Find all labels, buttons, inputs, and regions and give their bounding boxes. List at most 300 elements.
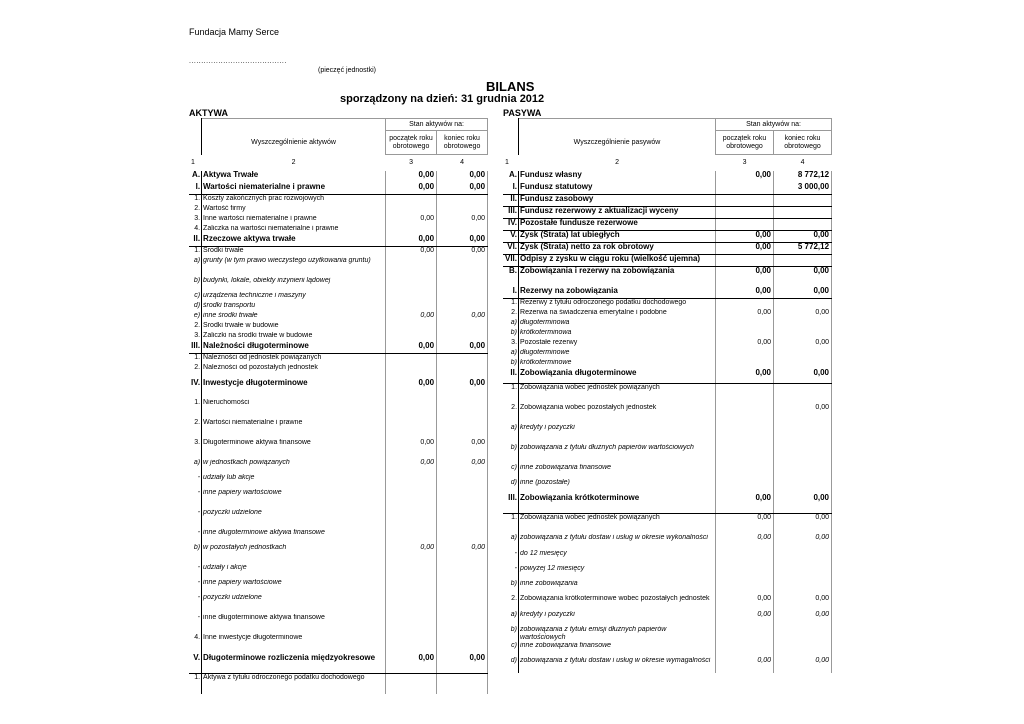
table-row [503,171,832,183]
row-end-value [437,529,488,544]
row-end-value [437,292,488,302]
row-end-value [774,255,832,267]
row-end-value: 3 000,00 [774,183,832,195]
table-row [189,277,488,292]
row-lp: II. [503,369,519,384]
table-row [503,319,832,329]
table-row [189,594,488,614]
row-lp: d) [189,302,202,312]
row-start-value: 0,00 [386,235,437,247]
row-lp: V. [189,654,202,674]
row-start-value: 0,00 [386,183,437,195]
row-label: Zaliczki na środki trwałe w budowie [203,331,313,339]
table-row [189,354,488,364]
row-end-value [437,674,488,694]
row-start-value [716,195,774,207]
row-label: Środki trwałe [203,247,244,254]
row-lp: a) [503,349,519,359]
row-lp: - [189,594,202,614]
row-lp: 4. [189,634,202,654]
row-end-value [774,444,832,464]
row-end-value [437,277,488,292]
aktywa-end-header: koniec roku obrotowego [437,131,488,155]
col-num: 3 [409,158,413,166]
row-label: Fundusz rezerwowy z aktualizacji wyceny [519,207,716,219]
row-start-value [716,444,774,464]
row-end-value [774,479,832,494]
row-label: Inne wartości niematerialne i prawne [203,214,317,222]
row-end-value: 0,00 [774,657,832,673]
row-lp: 2. [189,364,202,379]
document-title: BILANS [486,79,535,94]
row-lp: c) [503,464,519,479]
row-lp: c) [189,292,202,302]
table-row [189,322,488,332]
row-start-value [716,319,774,329]
row-end-value [437,332,488,342]
row-start-value: 0,00 [716,243,774,255]
col-num: 2 [291,158,296,166]
row-lp: 2. [189,419,202,439]
stamp-caption: (pieczęć jednostki) [318,67,376,74]
row-start-value: 0,00 [386,247,437,257]
row-label: środki transportu [203,301,256,309]
row-label: Nieruchomości [203,398,250,406]
row-label: Zobowiązania długoterminowe [519,369,716,384]
row-label: Aktywa z tytułu odroczonego podatku dochodowego [203,674,365,681]
row-start-value: 0,00 [386,379,437,399]
table-row [503,534,832,550]
row-start-value [716,550,774,565]
row-start-value: 0,00 [716,514,774,534]
row-end-value [774,565,832,580]
row-lp: IV. [189,379,202,399]
row-start-value: 0,00 [386,544,437,564]
row-end-value: 0,00 [774,287,832,299]
table-row [503,339,832,349]
table-row [189,379,488,399]
row-end-value [437,489,488,509]
table-row [503,384,832,404]
row-label: grunty (w tym prawo wieczystego użytkowania gruntu) [203,256,371,264]
row-end-value: 0,00 [437,235,488,247]
row-label: inne papiery wartościowe [203,578,282,586]
table-row [189,225,488,235]
row-label: Zobowiązania wobec jednostek powiązanych [520,384,660,391]
row-start-value [716,183,774,195]
row-start-value [716,299,774,309]
table-row [503,359,832,369]
table-row [503,580,832,595]
col-num: 1 [191,158,195,166]
row-end-value [774,349,832,359]
row-end-value: 0,00 [774,611,832,626]
row-lp: III. [189,342,202,354]
row-lp: 2. [189,205,202,215]
row-end-value: 0,00 [437,544,488,564]
row-start-value [386,399,437,419]
row-label: kredyty i pożyczki [520,423,575,431]
row-start-value: 0,00 [716,171,774,183]
row-label: długoterminowa [520,318,570,326]
row-end-value: 0,00 [437,459,488,474]
row-lp: VI. [503,243,519,255]
row-end-value [437,509,488,529]
row-end-value [437,195,488,205]
table-row [503,349,832,359]
row-end-value: 0,00 [774,514,832,534]
row-end-value: 5 772,12 [774,243,832,255]
row-end-value [774,319,832,329]
row-lp: 1. [189,674,202,694]
table-row [503,231,832,243]
row-end-value: 0,00 [437,379,488,399]
col-num: 2 [615,158,619,166]
table-row [189,654,488,674]
aktywa-start-header: początek roku obrotowego [386,131,437,155]
row-start-value [386,225,437,235]
row-end-value: 0,00 [437,183,488,195]
table-row [189,205,488,215]
row-end-value: 0,00 [774,494,832,514]
row-label: krótkoterminowa [520,328,572,336]
row-end-value [774,642,832,657]
row-start-value [716,642,774,657]
row-lp: 4. [189,225,202,235]
table-row [503,219,832,231]
table-row [503,329,832,339]
row-lp: - [503,565,519,580]
table-row [189,302,488,312]
row-label: Zobowiązania krótkoterminowe [519,494,716,514]
table-row [189,544,488,564]
row-lp: A. [189,171,202,183]
row-end-value: 0,00 [774,231,832,243]
row-label: zobowiązania z tytułu dostaw i usług w okresie wykonalności [520,533,708,541]
table-row [503,565,832,580]
row-end-value [437,354,488,364]
row-lp: II. [189,235,202,247]
table-row [503,255,832,267]
table-row [503,611,832,626]
pasywa-desc-header: Wyszczególnienie pasywów [573,138,661,146]
row-end-value: 0,00 [437,654,488,674]
table-row [503,595,832,611]
table-row [503,626,832,642]
row-lp: I. [503,183,519,195]
row-label: powyżej 12 miesięcy [520,564,585,572]
row-label: inne (pozostałe) [520,478,570,486]
row-lp: 2. [189,322,202,332]
col-num: 1 [505,158,509,166]
table-row [189,292,488,302]
row-lp: b) [503,329,519,339]
document-subtitle: sporządzony na dzień: 31 grudnia 2012 [340,93,545,105]
pasywa-table [503,118,832,673]
row-lp: 3. [189,332,202,342]
row-lp: I. [189,183,202,195]
row-start-value [386,674,437,694]
row-lp: b) [503,359,519,369]
row-start-value [386,509,437,529]
table-row [189,634,488,654]
row-start-value: 0,00 [386,459,437,474]
row-lp: d) [503,479,519,494]
table-row [189,171,488,183]
row-label: inne zobowiązania finansowe [520,641,612,649]
row-lp: b) [189,277,202,292]
table-row [189,564,488,579]
row-start-value [386,634,437,654]
row-lp: A. [503,171,519,183]
row-start-value [386,277,437,292]
table-row [503,424,832,444]
row-start-value: 0,00 [716,339,774,349]
row-lp: B. [503,267,519,287]
row-start-value: 0,00 [716,494,774,514]
row-start-value: 0,00 [716,369,774,384]
table-row [189,215,488,225]
table-row [503,550,832,565]
row-end-value [774,329,832,339]
table-row [189,364,488,379]
table-row [503,299,832,309]
row-label: Koszty zakończnych prac rozwojowych [203,195,325,202]
row-label: Należności od jednostek powiązanych [203,354,322,361]
row-lp: 1. [503,514,519,534]
row-lp: a) [503,611,519,626]
row-lp: III. [503,494,519,514]
row-lp: V. [503,231,519,243]
row-label: Zobowiązania krótkoterminowe wobec pozostałych jednostek [520,594,710,602]
table-row [189,489,488,509]
table-row [189,399,488,419]
row-label: Zobowiązania i rezerwy na zobowiązania [520,266,675,275]
row-start-value [386,195,437,205]
row-start-value [386,564,437,579]
table-row [503,183,832,195]
row-start-value [716,404,774,424]
row-lp: 1. [503,299,519,309]
row-start-value: 0,00 [716,231,774,243]
row-label: zobowiązania z tytułu dostaw i usług w okresie wymagalności [520,656,711,664]
row-start-value [386,364,437,379]
row-label: Pozostałe fundusze rezerwowe [519,219,716,231]
row-label: Długoterminowe rozliczenia międzyokresowe [202,654,386,674]
table-row [503,287,832,299]
row-lp: 1. [189,195,202,205]
table-row [189,183,488,195]
row-lp: VII. [503,255,519,267]
aktywa-stan-header: Stan aktywów na: [386,119,488,131]
col-num: 4 [800,158,805,166]
table-row [503,464,832,479]
row-start-value [386,302,437,312]
row-lp: III. [503,207,519,219]
row-start-value: 0,00 [386,654,437,674]
table-row [189,257,488,277]
row-end-value [437,474,488,489]
table-row [503,494,832,514]
table-row [503,657,832,673]
table-row [503,309,832,319]
table-row [503,444,832,464]
row-end-value [437,257,488,277]
row-label: zobowiązania z tytułu dłużnych papierów wartościowych [520,443,694,451]
row-start-value [716,626,774,642]
row-start-value [716,565,774,580]
stamp-placeholder-line: ........................................ [189,58,287,65]
row-label: Zysk (Strata) netto za rok obrotowy [519,243,716,255]
row-end-value: 0,00 [774,534,832,550]
row-label: Rezerwa na świadczenia emerytalne i podobne [520,308,667,316]
row-label: udziały lub akcje [203,473,255,481]
table-row [189,439,488,459]
row-lp: b) [503,580,519,595]
row-end-value [774,626,832,642]
row-start-value [386,205,437,215]
row-label: Rezerwy na zobowiązania [519,287,716,299]
row-start-value [716,479,774,494]
row-end-value: 0,00 [774,309,832,319]
table-row [503,642,832,657]
row-lp: 3. [503,339,519,349]
row-label: pożyczki udzielone [203,508,262,516]
row-lp: - [189,579,202,594]
table-row [189,459,488,474]
row-end-value: 0,00 [437,342,488,354]
row-start-value: 0,00 [386,171,437,183]
row-start-value [716,219,774,231]
row-end-value: 0,00 [774,404,832,424]
row-start-value [716,424,774,444]
row-lp: - [503,550,519,565]
row-lp: b) [503,626,519,642]
row-start-value [386,594,437,614]
row-label: pożyczki udzielone [203,593,262,601]
row-start-value: 0,00 [716,657,774,673]
table-row [189,614,488,634]
row-end-value [437,634,488,654]
row-lp: b) [189,544,202,564]
pasywa-table-wrap [503,118,832,673]
row-label: Odpisy z zysku w ciągu roku (wielkość ujemna) [519,255,716,267]
row-lp: 1. [503,384,519,404]
row-end-value: 0,00 [437,312,488,322]
row-label: Fundusz własny [520,170,582,179]
row-label: udziały i akcje [203,563,247,571]
row-end-value [437,614,488,634]
row-lp: 1. [189,354,202,364]
row-label: Zobowiązania wobec jednostek powiązanych [520,514,660,521]
table-row [189,579,488,594]
row-end-value [774,550,832,565]
aktywa-table [189,118,488,694]
row-start-value: 0,00 [716,534,774,550]
row-lp: 2. [503,404,519,424]
row-start-value [386,529,437,544]
table-row [189,332,488,342]
row-end-value [437,302,488,312]
table-row [503,404,832,424]
row-lp: d) [503,657,519,673]
table-row [189,247,488,257]
row-lp: 3. [189,439,202,459]
row-label: zobowiązania z tytułu emisji dłużnych papierów wartościowych [520,625,667,641]
table-row [189,419,488,439]
row-lp: 2. [503,309,519,319]
row-lp: c) [503,642,519,657]
row-end-value: 0,00 [437,215,488,225]
row-start-value [716,349,774,359]
row-label: Rzeczowe aktywa trwałe [202,235,386,247]
row-start-value [386,614,437,634]
row-end-value [774,424,832,444]
row-lp: - [189,474,202,489]
row-end-value [437,225,488,235]
aktywa-desc-header: Wyszczególnienie aktywów [251,138,336,146]
row-end-value [774,207,832,219]
row-lp: b) [503,444,519,464]
table-row [503,479,832,494]
row-label: Wartości niematerialne i prawne [202,183,386,195]
row-start-value [716,580,774,595]
row-lp: 3. [189,215,202,225]
row-label: Inne inwestycje długoterminowe [203,633,303,641]
aktywa-table-wrap [189,118,488,694]
row-start-value [386,489,437,509]
pasywa-heading: PASYWA [503,108,542,118]
row-label: do 12 miesięcy [520,549,567,557]
table-row [189,529,488,544]
row-label: inne środki trwałe [203,311,258,319]
row-start-value: 0,00 [716,287,774,299]
row-end-value [774,299,832,309]
row-end-value: 0,00 [437,247,488,257]
row-end-value: 0,00 [774,267,832,287]
row-label: Długoterminowe aktywa finansowe [203,438,311,446]
row-end-value [774,195,832,207]
row-start-value: 0,00 [386,439,437,459]
row-lp: - [189,489,202,509]
row-end-value [774,580,832,595]
row-label: inne długoterminowe aktywa finansowe [203,613,325,621]
row-end-value [774,219,832,231]
row-start-value [386,257,437,277]
row-end-value [774,384,832,404]
row-end-value: 0,00 [437,171,488,183]
row-label: inne długoterminowe aktywa finansowe [203,528,325,536]
table-row [189,235,488,247]
row-start-value: 0,00 [386,215,437,225]
row-label: długoterminowe [520,348,570,356]
table-row [503,267,832,287]
row-start-value [716,207,774,219]
row-start-value [386,322,437,332]
row-end-value: 0,00 [774,339,832,349]
pasywa-stan-header: Stan aktywów na: [716,119,832,131]
row-end-value [437,579,488,594]
row-label: Zaliczka na wartości niematerialne i prawne [203,224,339,232]
row-end-value [437,205,488,215]
row-label: Wartość firmy [203,204,246,212]
row-start-value: 0,00 [716,595,774,611]
row-label: krótkoterminowe [520,358,572,366]
organization-name: Fundacja Mamy Serce [189,27,280,37]
row-end-value [437,564,488,579]
col-num: 4 [460,158,464,166]
row-start-value [716,255,774,267]
